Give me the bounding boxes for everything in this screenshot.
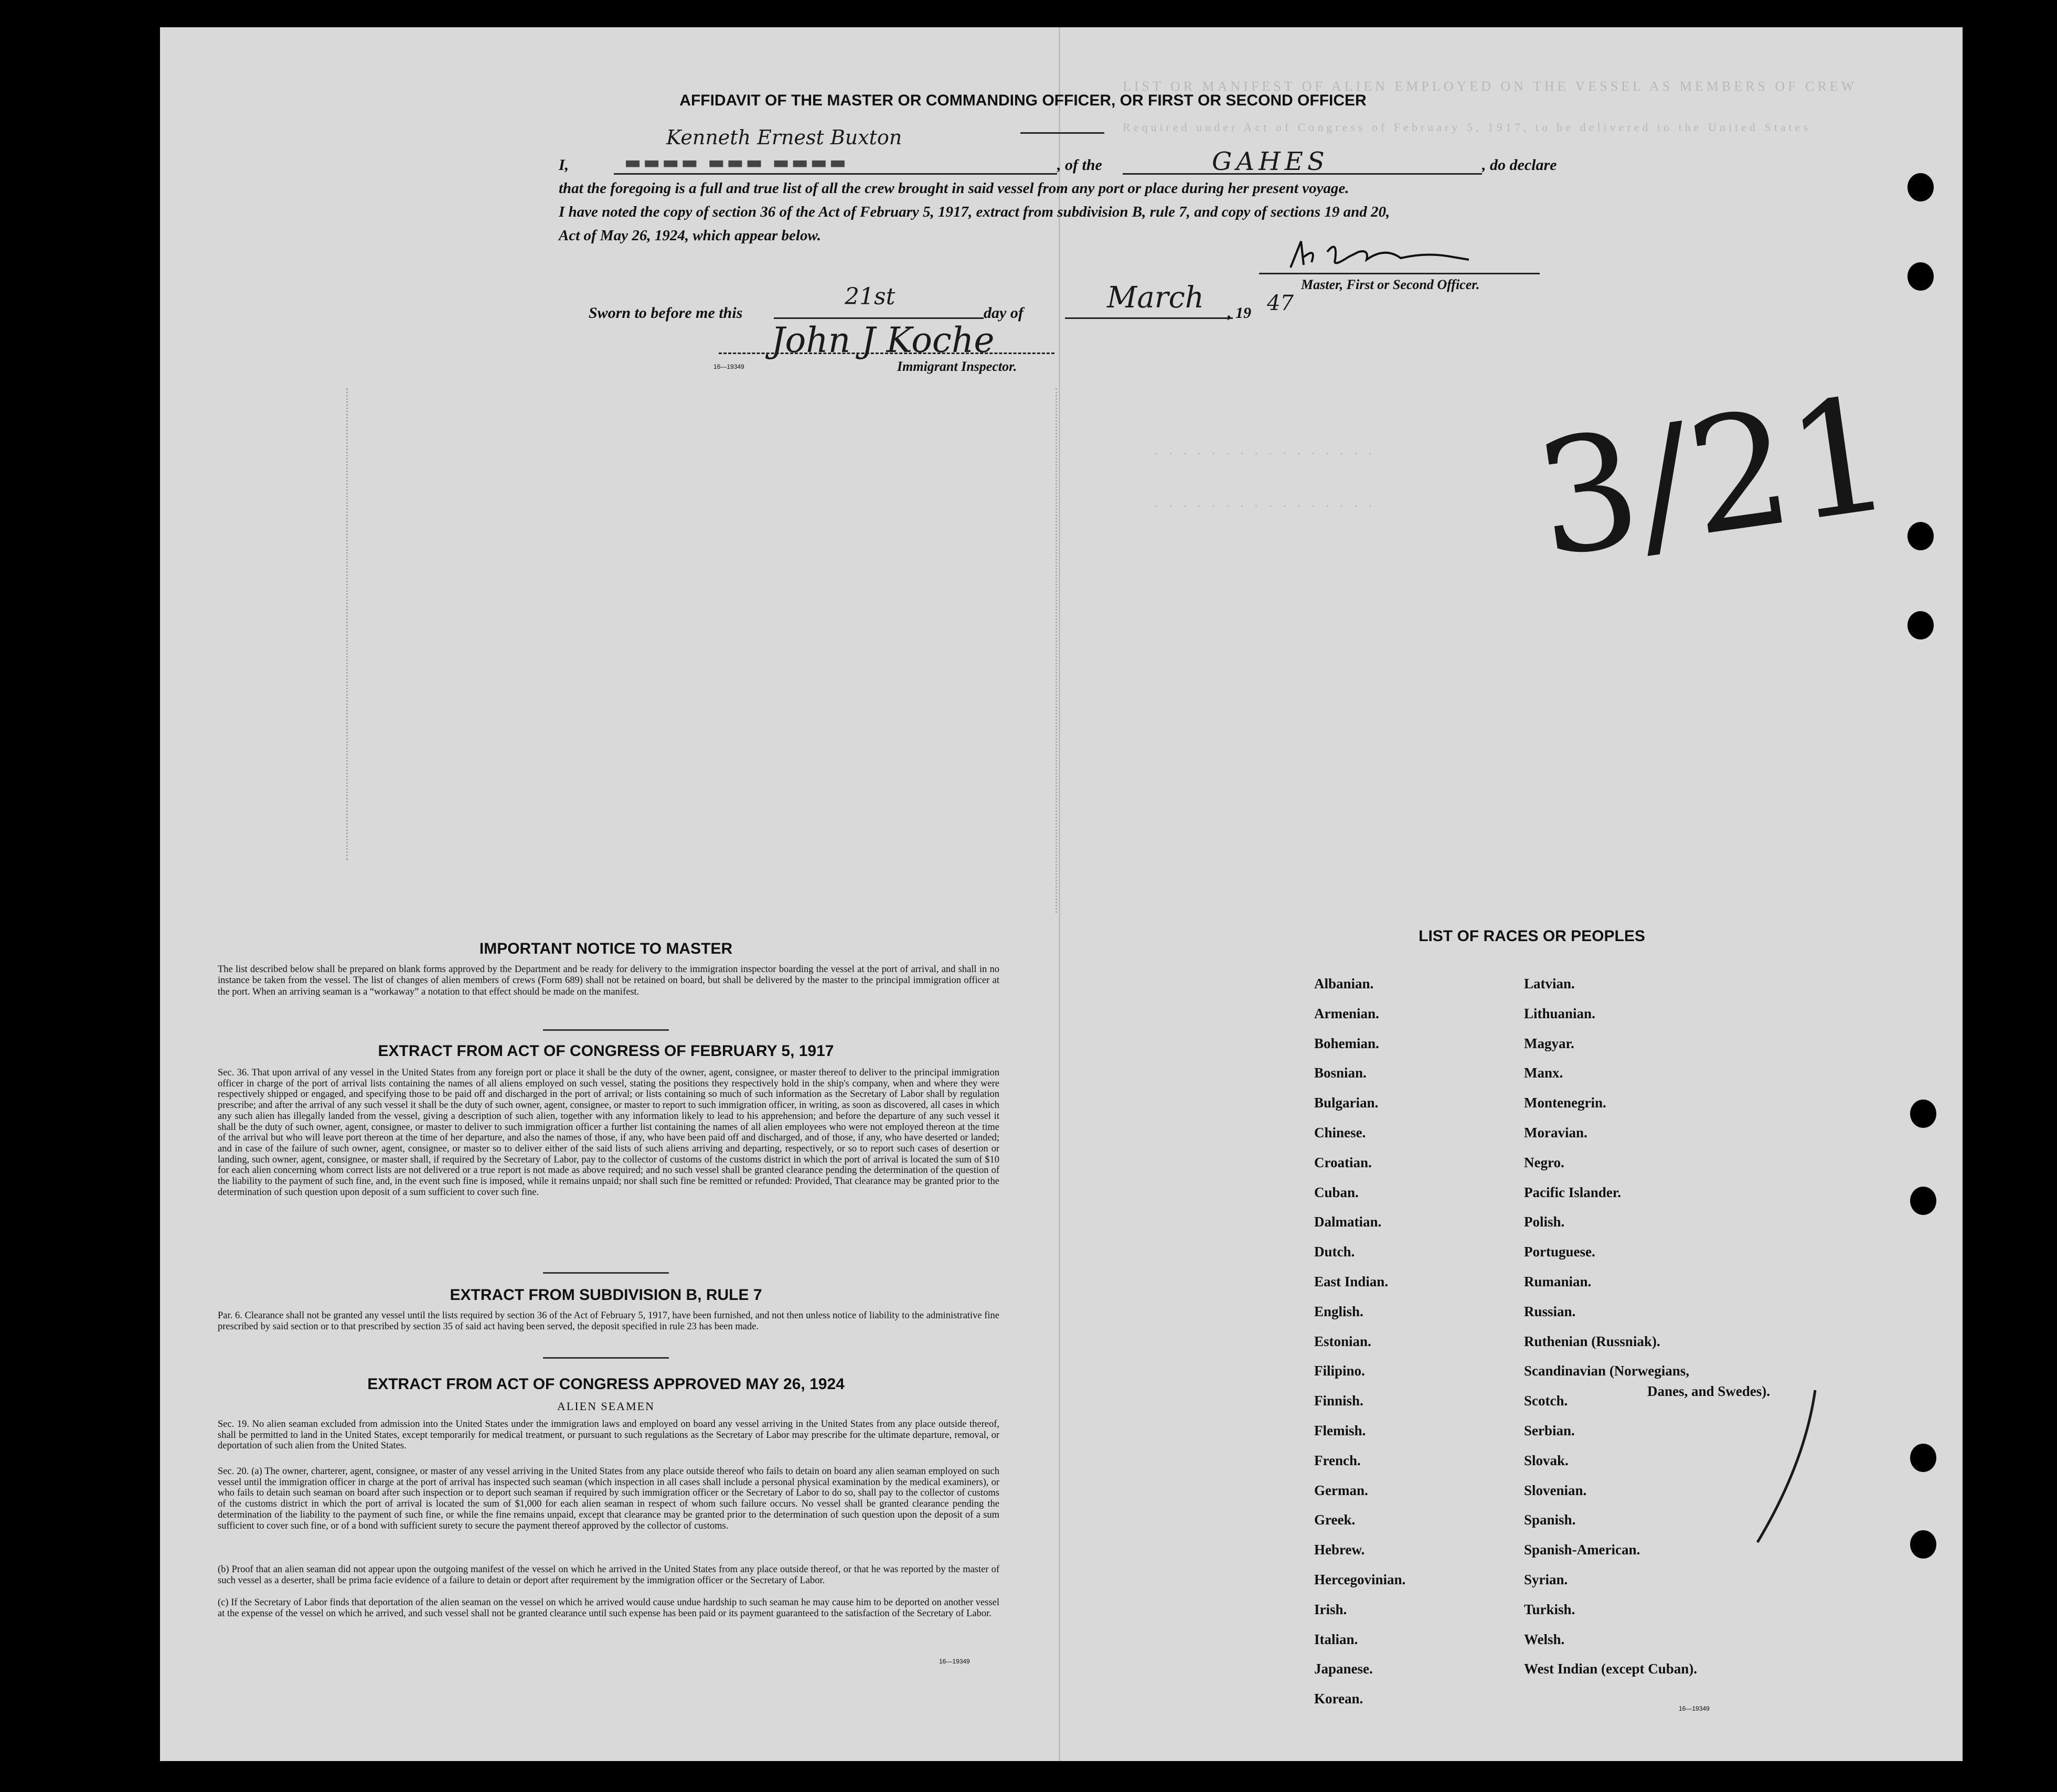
race-item: Hercegovinian. bbox=[1314, 1572, 1406, 1587]
race-item: Scandinavian (Norwegians, bbox=[1524, 1363, 1690, 1379]
bleed-through: · · · · · · · · · · · · · · · · bbox=[1154, 446, 1376, 461]
vessel-line bbox=[1123, 173, 1482, 175]
race-item: Spanish. bbox=[1524, 1512, 1576, 1528]
race-item: Bulgarian. bbox=[1314, 1095, 1379, 1111]
form-number: 16—19349 bbox=[939, 1658, 970, 1665]
race-item: Japanese. bbox=[1314, 1661, 1373, 1677]
name-line bbox=[614, 173, 1057, 175]
inspector-line bbox=[719, 353, 1054, 354]
race-item: Bosnian. bbox=[1314, 1065, 1367, 1081]
divider bbox=[543, 1029, 669, 1031]
race-item: Turkish. bbox=[1524, 1601, 1575, 1617]
of-the-label: , of the bbox=[1057, 156, 1102, 174]
race-item: Greek. bbox=[1314, 1512, 1356, 1528]
punch-hole bbox=[1910, 1530, 1936, 1559]
form-number: 16—19349 bbox=[713, 363, 744, 370]
punch-hole bbox=[1907, 611, 1934, 639]
sec-20b-body: (b) Proof that an alien seaman did not appear upon the outgoing manifest of the vessel on which he arrived in the United States from any place outside thereof, or that he was reported by the master of such vessel as a deserter, shall be prima facie evidence of a failure to detain or deport after requirement by the immigration officer or the Secretary of Labor. bbox=[218, 1564, 999, 1586]
month-line bbox=[1065, 317, 1233, 319]
extract-1917-body: Sec. 36. That upon arrival of any vessel in the United States from any foreign port or place it shall be the duty of the owner, agent, consignee, or master thereof to deliver to the principal immigration officer in charge of the port of arrival lists containing the names of all aliens employed on such vessel, stating the positions they respectively hold in the ship's company, when and where they were respectively shipped or engaged, and specifying those to be paid off and discharged in the port of arrival; or lists containing so much of such information as the Secretary of Labor shall by regulation prescribe; and after the arrival of any such vessel it shall be the duty of such owner, agent, consignee, or master to report to such immigration officer, in writing, as soon as discovered, all cases in which any such alien has illegally landed from the vessel, giving a description of such alien, together with any information likely to lead to his apprehension; and before the departure of any such vessel it shall be the duty of such owner, agent, consignee, or master to deliver to such immigration officer a further list containing the names of all alien employees who were not employed thereon at the time of the arrival but who will leave port thereon at the time of her departure, and also the names of those, if any, who have been paid off and discharged, and of those, if any, who have deserted or landed; and in case of the failure of such owner, agent, consignee, or master so to deliver either of the said lists of such aliens arriving and departing, respectively, or so to report such cases of desertion or landing, such owner, agent, consignee, or master shall, if required by the Secretary of Labor, pay to the collector of customs of the customs district in which the port of arrival is located the sum of $10 for each alien concerning whom correct lists are not delivered or a true report is not made as above required; and no such vessel shall be granted clearance pending the determination of the question of the liability to the payment of such fine, and, in the event such fine is imposed, while it remains unpaid; nor shall such fine be remitted or refunded: Provided, That clearance may be granted prior to the determination of such question upon deposit of a sum sufficient to cover such fine. bbox=[218, 1068, 999, 1198]
divider bbox=[543, 1357, 669, 1359]
divider bbox=[543, 1272, 669, 1274]
punch-hole bbox=[1910, 1100, 1936, 1128]
race-item: Lithuanian. bbox=[1524, 1005, 1595, 1021]
race-item: Polish. bbox=[1524, 1214, 1565, 1230]
race-item: Finnish. bbox=[1314, 1393, 1363, 1409]
race-item: Ruthenian (Russniak). bbox=[1524, 1333, 1660, 1349]
sworn-year: 47 bbox=[1267, 291, 1294, 315]
race-item: Syrian. bbox=[1524, 1572, 1568, 1587]
race-item: Scotch. bbox=[1524, 1393, 1568, 1409]
bleed-through: Required under Act of Congress of February 5, 1917, to be delivered to the United States bbox=[1123, 121, 1811, 134]
race-item: Negro. bbox=[1524, 1154, 1564, 1170]
row-marker bbox=[346, 388, 349, 860]
race-item: Albanian. bbox=[1314, 976, 1374, 991]
race-item: Italian. bbox=[1314, 1631, 1358, 1647]
punch-hole bbox=[1907, 522, 1934, 550]
master-name: Kenneth Ernest Buxton bbox=[666, 126, 902, 149]
affidavit-line-4: Act of May 26, 1924, which appear below. bbox=[559, 227, 821, 244]
race-item: Pacific Islander. bbox=[1524, 1184, 1621, 1200]
master-caption: Master, First or Second Officer. bbox=[1301, 277, 1480, 292]
affidavit-line-3: I have noted the copy of section 36 of the Act of February 5, 1917, extract from subdivision B, rule 7, and copy of sections 19 and 20, bbox=[559, 204, 1390, 220]
vessel-name: GAHES bbox=[1212, 147, 1329, 176]
race-item: Croatian. bbox=[1314, 1154, 1372, 1170]
race-item: Estonian. bbox=[1314, 1333, 1371, 1349]
crossed-out-name: ▬▬▬▬ ▬▬▬ ▬▬▬▬ bbox=[624, 152, 848, 173]
race-item: Latvian. bbox=[1524, 976, 1575, 991]
extract-1917-heading: EXTRACT FROM ACT OF CONGRESS OF FEBRUARY 5, 1917 bbox=[378, 1042, 834, 1060]
extract-rule7-body: Par. 6. Clearance shall not be granted any vessel until the lists required by section 36 of the Act of February 5, 1917, have been furnished, and not then unless notice of liability to the administrative fine prescribed by said section or to that prescribed by section 35 of said act having been served, the deposit specified in rule 23 has been made. bbox=[218, 1310, 999, 1332]
declare-label: , do declare bbox=[1482, 156, 1557, 174]
race-item: East Indian. bbox=[1314, 1274, 1389, 1289]
day-line bbox=[774, 317, 984, 319]
race-item: Hebrew. bbox=[1314, 1542, 1365, 1558]
race-item: English. bbox=[1314, 1303, 1363, 1319]
master-signature-line bbox=[1259, 273, 1540, 274]
extract-rule7-heading: EXTRACT FROM SUBDIVISION B, RULE 7 bbox=[450, 1286, 762, 1304]
notice-heading: IMPORTANT NOTICE TO MASTER bbox=[479, 940, 733, 957]
race-item: Moravian. bbox=[1524, 1125, 1587, 1140]
race-item: Cuban. bbox=[1314, 1184, 1359, 1200]
race-item: Bohemian. bbox=[1314, 1035, 1379, 1051]
race-item: Flemish. bbox=[1314, 1423, 1366, 1438]
sworn-label: Sworn to before me this bbox=[589, 304, 743, 322]
race-item: Dutch. bbox=[1314, 1244, 1355, 1260]
race-item: Armenian. bbox=[1314, 1005, 1379, 1021]
pencil-mark bbox=[1742, 1385, 1826, 1553]
race-item: Filipino. bbox=[1314, 1363, 1365, 1379]
master-signature bbox=[1280, 236, 1521, 278]
bleed-through: LIST OR MANIFEST OF ALIEN EMPLOYED ON THE VESSEL AS MEMBERS OF CREW bbox=[1123, 79, 1858, 94]
sec-19-body: Sec. 19. No alien seaman excluded from admission into the United States under the immigration laws and employed on board any vessel arriving in the United States from any place outside thereof, shall be permitted to land in the United States, except temporarily for medical treatment, or pursuant to such regulations as the Secretary of Labor may prescribe for the ultimate departure, removal, or deportation of such alien from the United States. bbox=[218, 1419, 999, 1452]
race-item: Slovak. bbox=[1524, 1452, 1569, 1468]
inspector-caption: Immigrant Inspector. bbox=[897, 359, 1017, 374]
race-item: Magyar. bbox=[1524, 1035, 1574, 1051]
race-item: French. bbox=[1314, 1452, 1361, 1468]
race-item: Portuguese. bbox=[1524, 1244, 1595, 1260]
race-item: Welsh. bbox=[1524, 1631, 1565, 1647]
race-item: Montenegrin. bbox=[1524, 1095, 1606, 1111]
race-item: Serbian. bbox=[1524, 1423, 1575, 1438]
day-of-label: day of bbox=[984, 304, 1024, 322]
sec-20a-body: Sec. 20. (a) The owner, charterer, agent, consignee, or master of any vessel arriving in the United States from any place outside thereof who fails to detain on board any alien seaman employed on such vessel until the immigration officer in charge at the port of arrival has inspected such seaman (which inspection in all cases shall include a personal physical examination by the medical examiners), or who fails to detain such seaman on board after such inspection or to deport such seaman if required by such immigration officer or the Secretary of Labor to do so, shall pay to the collector of customs of the customs district in which the port of arrival is located the sum of $1,000 for each alien seaman in respect of whom such failure occurs. No vessel shall be granted clearance pending the determination of the liability to the payment of such fine, or while the fine remains unpaid, except that clearance may be granted prior to the determination of such question upon the deposit of a sum sufficient to cover such fine, or of a bond with sufficient surety to secure the payment thereof approved by the collector of customs. bbox=[218, 1466, 999, 1531]
name-line-extension bbox=[1020, 132, 1104, 134]
punch-hole bbox=[1907, 173, 1934, 201]
year-prefix: , 19 bbox=[1228, 304, 1251, 322]
sec-20c-body: (c) If the Secretary of Labor finds that deportation of the alien seaman on the vessel on which he arrived would cause undue hardship to such seaman he may cause him to be deported on another vessel at the expense of the vessel on which he arrived, and such vessel shall not be granted clearance until such expense has been paid or its payment guaranteed to the satisfaction of the Secretary of Labor. bbox=[218, 1597, 999, 1619]
extract-1924-subheading: ALIEN SEAMEN bbox=[557, 1400, 655, 1413]
race-item: Manx. bbox=[1524, 1065, 1563, 1081]
row-marker bbox=[1056, 388, 1059, 913]
affidavit-heading: AFFIDAVIT OF THE MASTER OR COMMANDING OFFICER, OR FIRST OR SECOND OFFICER bbox=[679, 92, 1367, 109]
affidavit-i-label: I, bbox=[559, 156, 569, 174]
races-heading: LIST OF RACES OR PEOPLES bbox=[1419, 927, 1645, 945]
race-item: Danes, and Swedes). bbox=[1647, 1383, 1771, 1399]
race-item: Rumanian. bbox=[1524, 1274, 1592, 1289]
notice-body: The list described below shall be prepared on blank forms approved by the Department and be ready for delivery to the immigration inspector boarding the vessel at the port of arrival, and shall in no instance be taken from the vessel. The list of changes of alien members of crews (Form 689) shall not be retained on board, but shall be delivered by the master to the principal immigration officer at the port. When an arriving seaman is a “workaway” a notation to that effect should be made on the manifest. bbox=[218, 964, 999, 997]
race-item: Irish. bbox=[1314, 1601, 1347, 1617]
punch-hole bbox=[1907, 262, 1934, 291]
extract-1924-heading: EXTRACT FROM ACT OF CONGRESS APPROVED MAY 26, 1924 bbox=[367, 1375, 845, 1393]
affidavit-line-2: that the foregoing is a full and true list of all the crew brought in said vessel from any port or place during her present voyage. bbox=[559, 180, 1349, 197]
race-item: West Indian (except Cuban). bbox=[1524, 1661, 1698, 1677]
race-item: Slovenian. bbox=[1524, 1482, 1587, 1498]
handwritten-date: 3/21 bbox=[1526, 361, 1902, 593]
bleed-through: · · · · · · · · · · · · · · · · bbox=[1154, 498, 1376, 514]
race-item: Chinese. bbox=[1314, 1125, 1366, 1140]
race-item: Dalmatian. bbox=[1314, 1214, 1382, 1230]
inspector-signature: John J Koche bbox=[771, 320, 995, 360]
page-fold bbox=[1059, 27, 1060, 1761]
form-number: 16—19349 bbox=[1679, 1705, 1710, 1712]
race-item: Russian. bbox=[1524, 1303, 1576, 1319]
race-item: Korean. bbox=[1314, 1691, 1363, 1707]
punch-hole bbox=[1910, 1444, 1936, 1472]
race-item: Spanish-American. bbox=[1524, 1542, 1640, 1558]
race-item: German. bbox=[1314, 1482, 1368, 1498]
sworn-month: March bbox=[1107, 281, 1204, 315]
punch-hole bbox=[1910, 1187, 1936, 1215]
sworn-day: 21st bbox=[845, 283, 896, 310]
